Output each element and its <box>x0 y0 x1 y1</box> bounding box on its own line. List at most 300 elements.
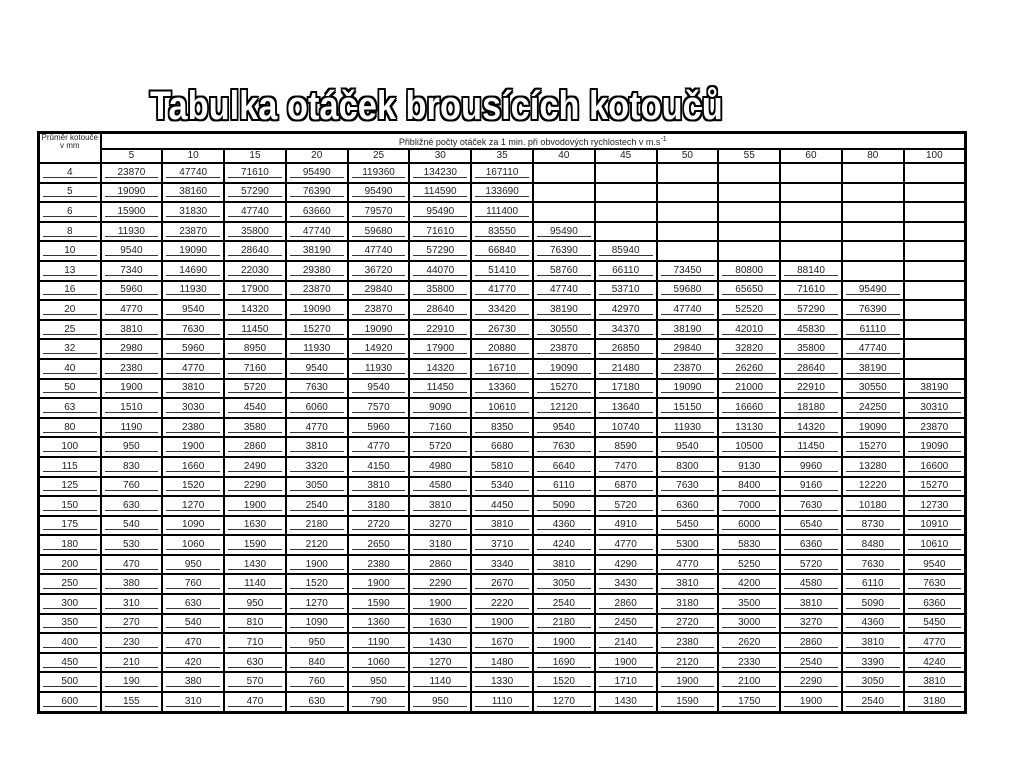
rpm-cell <box>224 300 286 320</box>
table-row <box>39 281 966 301</box>
diameter-cell <box>39 163 101 183</box>
rpm-value: 11930 <box>105 227 159 237</box>
rpm-value: 2860 <box>784 638 838 648</box>
rpm-value: 35800 <box>413 285 467 295</box>
diameter-cell <box>39 202 101 222</box>
rpm-cell <box>904 457 966 477</box>
rpm-value: 1520 <box>290 579 344 589</box>
rpm-value: 4240 <box>537 540 591 550</box>
rpm-cell <box>409 261 471 281</box>
rpm-cell <box>718 202 780 222</box>
rpm-cell <box>595 241 657 261</box>
rpm-value: 14320 <box>784 423 838 433</box>
rpm-value: 1900 <box>475 618 529 628</box>
speed-header-cell: 15 <box>224 149 286 163</box>
rpm-value: 7160 <box>228 364 282 374</box>
rpm-value: 8590 <box>599 442 653 452</box>
rpm-value: 38190 <box>290 246 344 256</box>
rpm-cell <box>842 496 904 516</box>
rpm-cell <box>409 594 471 614</box>
rpm-cell <box>286 379 348 399</box>
rpm-value: 2120 <box>661 658 715 668</box>
rpm-value: 5090 <box>537 501 591 511</box>
rpm-cell <box>533 614 595 634</box>
rpm-value: 83550 <box>475 227 529 237</box>
rpm-value: 17900 <box>413 344 467 354</box>
rpm-value: 6360 <box>784 540 838 550</box>
rpm-cell <box>842 477 904 497</box>
rpm-cell <box>162 653 224 673</box>
diameter-value: 180 <box>43 540 97 550</box>
rpm-cell <box>409 477 471 497</box>
rpm-cell <box>224 261 286 281</box>
rpm-cell <box>718 418 780 438</box>
rpm-value: 3180 <box>661 599 715 609</box>
speed-header-cell: 55 <box>718 149 780 163</box>
table-row <box>39 241 966 261</box>
speed-header-cell: 25 <box>348 149 410 163</box>
rpm-value: 3050 <box>846 677 900 687</box>
rpm-cell <box>101 477 163 497</box>
rpm-cell <box>101 672 163 692</box>
rpm-cell <box>286 672 348 692</box>
diameter-cell <box>39 653 101 673</box>
rpm-value: 1900 <box>228 501 282 511</box>
rpm-cell <box>348 320 410 340</box>
rpm-cell <box>348 281 410 301</box>
rpm-value: 3710 <box>475 540 529 550</box>
rpm-cell <box>162 300 224 320</box>
rpm-value: 3810 <box>290 442 344 452</box>
rpm-cell <box>471 437 533 457</box>
rpm-value: 133690 <box>475 187 529 197</box>
rpm-cell <box>162 535 224 555</box>
rpm-value: 1690 <box>537 658 591 668</box>
rpm-cell <box>595 496 657 516</box>
rpm-value: 6000 <box>722 520 776 530</box>
diameter-value: 80 <box>43 423 97 433</box>
rpm-value: 95490 <box>537 227 591 237</box>
rpm-value: 17180 <box>599 383 653 393</box>
rpm-value: 6680 <box>475 442 529 452</box>
rpm-cell <box>842 574 904 594</box>
rpm-value: 7630 <box>661 481 715 491</box>
rpm-cell <box>780 614 842 634</box>
rpm-value: 5250 <box>722 560 776 570</box>
rpm-value: 47740 <box>537 285 591 295</box>
rpm-cell <box>842 633 904 653</box>
rpm-cell <box>904 653 966 673</box>
rpm-value: 66110 <box>599 266 653 276</box>
rpm-value: 540 <box>105 520 159 530</box>
rpm-cell <box>533 653 595 673</box>
rpm-cell <box>101 320 163 340</box>
rpm-value: 1900 <box>599 658 653 668</box>
rpm-value: 9540 <box>661 442 715 452</box>
rpm-value: 34370 <box>599 325 653 335</box>
rpm-cell <box>718 672 780 692</box>
rpm-cell <box>286 418 348 438</box>
table-row <box>39 457 966 477</box>
rpm-cell <box>224 496 286 516</box>
rpm-value: 630 <box>290 697 344 707</box>
rpm-cell <box>780 672 842 692</box>
rpm-cell <box>595 437 657 457</box>
rpm-cell <box>224 202 286 222</box>
rpm-cell <box>718 359 780 379</box>
rpm-cell <box>286 477 348 497</box>
rpm-value: 95490 <box>846 285 900 295</box>
diameter-cell <box>39 614 101 634</box>
rpm-value: 42010 <box>722 325 776 335</box>
rpm-value: 65650 <box>722 285 776 295</box>
speed-group-header-unit-exponent: -1 <box>660 136 667 143</box>
rpm-cell <box>842 398 904 418</box>
rpm-cell <box>657 457 719 477</box>
rpm-cell <box>286 496 348 516</box>
rpm-cell <box>780 574 842 594</box>
rpm-cell <box>718 222 780 242</box>
rpm-cell <box>533 398 595 418</box>
diameter-value: 16 <box>43 285 97 295</box>
rpm-value: 6110 <box>537 481 591 491</box>
rpm-value: 3030 <box>166 403 220 413</box>
rpm-cell <box>286 692 348 712</box>
diameter-value: 25 <box>43 325 97 335</box>
rpm-value: 2140 <box>599 638 653 648</box>
rpm-cell <box>224 339 286 359</box>
rpm-value: 8400 <box>722 481 776 491</box>
diameter-value: 50 <box>43 383 97 393</box>
rpm-value: 3270 <box>784 618 838 628</box>
rpm-value: 76390 <box>846 305 900 315</box>
rpm-cell <box>780 594 842 614</box>
diameter-cell <box>39 320 101 340</box>
rpm-cell <box>657 281 719 301</box>
rpm-value: 2120 <box>290 540 344 550</box>
rpm-cell <box>842 653 904 673</box>
diameter-cell <box>39 692 101 712</box>
rpm-value: 4910 <box>599 520 653 530</box>
rpm-value: 9130 <box>722 462 776 472</box>
rpm-cell <box>409 653 471 673</box>
rpm-cell <box>718 574 780 594</box>
rpm-cell <box>842 614 904 634</box>
diameter-value: 200 <box>43 560 97 570</box>
rpm-value: 1090 <box>290 618 344 628</box>
rpm-value: 950 <box>290 638 344 648</box>
rpm-cell <box>842 320 904 340</box>
rpm-cell <box>101 300 163 320</box>
rpm-value: 5960 <box>352 423 406 433</box>
rpm-cell <box>718 555 780 575</box>
rpm-value: 3050 <box>290 481 344 491</box>
rpm-cell <box>471 261 533 281</box>
rpm-cell <box>904 359 966 379</box>
rpm-value: 76390 <box>537 246 591 256</box>
rpm-value: 2180 <box>537 618 591 628</box>
rpm-value: 9160 <box>784 481 838 491</box>
rpm-value: 4770 <box>352 442 406 452</box>
rpm-cell <box>904 477 966 497</box>
rpm-cell <box>657 574 719 594</box>
rpm-cell <box>471 359 533 379</box>
rpm-value: 71610 <box>784 285 838 295</box>
rpm-value: 51410 <box>475 266 529 276</box>
rpm-cell <box>595 555 657 575</box>
rpm-cell <box>904 594 966 614</box>
rpm-cell <box>718 281 780 301</box>
rpm-cell <box>904 261 966 281</box>
rpm-value: 29840 <box>661 344 715 354</box>
rpm-value: 2860 <box>228 442 282 452</box>
rpm-cell <box>471 653 533 673</box>
rpm-cell <box>471 320 533 340</box>
speed-header-cell: 50 <box>657 149 719 163</box>
rpm-value: 5810 <box>475 462 529 472</box>
rpm-value: 4540 <box>228 403 282 413</box>
rpm-cell <box>595 359 657 379</box>
rpm-cell <box>657 418 719 438</box>
rpm-cell <box>904 496 966 516</box>
rpm-cell <box>904 692 966 712</box>
rpm-cell <box>904 398 966 418</box>
rpm-value: 29380 <box>290 266 344 276</box>
speed-header-row <box>39 149 966 163</box>
rpm-value: 59680 <box>661 285 715 295</box>
rpm-value: 3180 <box>352 501 406 511</box>
rpm-value: 5340 <box>475 481 529 491</box>
rpm-value: 1430 <box>599 697 653 707</box>
rpm-value: 14690 <box>166 266 220 276</box>
rpm-value: 41770 <box>475 285 529 295</box>
rpm-cell <box>162 163 224 183</box>
rpm-cell <box>286 574 348 594</box>
rpm-value: 61110 <box>846 325 900 335</box>
rpm-cell <box>533 339 595 359</box>
diameter-value: 115 <box>43 462 97 472</box>
diameter-cell <box>39 594 101 614</box>
rpm-value: 7160 <box>413 423 467 433</box>
rpm-value: 47740 <box>352 246 406 256</box>
rpm-value: 5960 <box>105 285 159 295</box>
rpm-cell <box>780 281 842 301</box>
rpm-value: 1900 <box>166 442 220 452</box>
rpm-value: 270 <box>105 618 159 628</box>
rpm-cell <box>162 418 224 438</box>
rpm-value: 5830 <box>722 540 776 550</box>
rpm-value: 1360 <box>352 618 406 628</box>
rpm-cell <box>224 516 286 536</box>
rpm-value: 7630 <box>784 501 838 511</box>
rpm-value: 470 <box>105 560 159 570</box>
rpm-value: 3180 <box>908 697 961 707</box>
rpm-value: 2380 <box>105 364 159 374</box>
rpm-value: 19090 <box>537 364 591 374</box>
rpm-cell <box>101 418 163 438</box>
rpm-value: 3810 <box>105 325 159 335</box>
rpm-cell <box>533 477 595 497</box>
rpm-value: 210 <box>105 658 159 668</box>
rpm-value: 47740 <box>661 305 715 315</box>
rpm-cell <box>162 339 224 359</box>
rpm-value: 12220 <box>846 481 900 491</box>
rpm-value: 1630 <box>413 618 467 628</box>
diameter-cell <box>39 261 101 281</box>
rpm-value: 3810 <box>475 520 529 530</box>
rpm-cell <box>533 555 595 575</box>
rpm-value: 28640 <box>784 364 838 374</box>
rpm-cell <box>780 555 842 575</box>
table-row <box>39 320 966 340</box>
rpm-value: 57290 <box>228 187 282 197</box>
rpm-cell <box>101 202 163 222</box>
rpm-cell <box>718 496 780 516</box>
rpm-cell <box>348 300 410 320</box>
rpm-cell <box>471 222 533 242</box>
rpm-cell <box>162 222 224 242</box>
rpm-cell <box>101 633 163 653</box>
rpm-cell <box>842 672 904 692</box>
rpm-cell <box>162 555 224 575</box>
rpm-cell <box>842 281 904 301</box>
rpm-value: 380 <box>166 677 220 687</box>
rpm-cell <box>718 594 780 614</box>
rpm-value: 9090 <box>413 403 467 413</box>
rpm-cell <box>101 261 163 281</box>
rpm-value: 59680 <box>352 227 406 237</box>
rpm-value: 5300 <box>661 540 715 550</box>
rpm-value: 19090 <box>105 187 159 197</box>
rpm-value: 6060 <box>290 403 344 413</box>
rpm-cell <box>101 339 163 359</box>
rpm-cell <box>101 574 163 594</box>
rpm-value: 71610 <box>228 168 282 178</box>
rpm-value: 950 <box>166 560 220 570</box>
rpm-value: 15270 <box>290 325 344 335</box>
rpm-cell <box>595 535 657 555</box>
rpm-cell <box>409 163 471 183</box>
rpm-cell <box>471 241 533 261</box>
rpm-cell <box>904 516 966 536</box>
rpm-cell <box>101 359 163 379</box>
rpm-cell <box>657 496 719 516</box>
rpm-value: 810 <box>228 618 282 628</box>
rpm-cell <box>718 437 780 457</box>
table-row <box>39 672 966 692</box>
rpm-value: 9540 <box>352 383 406 393</box>
rpm-cell <box>842 555 904 575</box>
rpm-value: 2860 <box>413 560 467 570</box>
rpm-value: 1900 <box>413 599 467 609</box>
rpm-value: 11930 <box>661 423 715 433</box>
rpm-value: 2100 <box>722 677 776 687</box>
rpm-value: 10740 <box>599 423 653 433</box>
rpm-cell <box>904 418 966 438</box>
rpm-value: 710 <box>228 638 282 648</box>
diameter-cell <box>39 574 101 594</box>
rpm-value: 760 <box>290 677 344 687</box>
rpm-value: 4580 <box>784 579 838 589</box>
rpm-cell <box>286 555 348 575</box>
rpm-cell <box>286 633 348 653</box>
rpm-value: 4360 <box>846 618 900 628</box>
rpm-value: 16660 <box>722 403 776 413</box>
rpm-value: 1270 <box>537 697 591 707</box>
rpm-cell <box>471 418 533 438</box>
rpm-value: 1430 <box>228 560 282 570</box>
rpm-cell <box>409 222 471 242</box>
rpm-value: 310 <box>105 599 159 609</box>
rpm-cell <box>471 594 533 614</box>
rpm-value: 167110 <box>475 168 529 178</box>
rpm-value: 95490 <box>290 168 344 178</box>
rpm-cell <box>471 183 533 203</box>
rpm-cell <box>409 339 471 359</box>
rpm-cell <box>657 202 719 222</box>
rpm-value: 3000 <box>722 618 776 628</box>
rpm-cell <box>595 183 657 203</box>
rpm-value: 6110 <box>846 579 900 589</box>
rpm-cell <box>409 574 471 594</box>
rpm-cell <box>718 379 780 399</box>
rpm-cell <box>162 633 224 653</box>
rpm-cell <box>595 633 657 653</box>
rpm-cell <box>533 574 595 594</box>
rpm-cell <box>780 653 842 673</box>
rpm-cell <box>286 222 348 242</box>
speed-header-cell: 100 <box>904 149 966 163</box>
rpm-cell <box>409 281 471 301</box>
rpm-value: 7630 <box>537 442 591 452</box>
table-row <box>39 496 966 516</box>
rpm-value: 2540 <box>784 658 838 668</box>
rpm-cell <box>409 535 471 555</box>
rpm-cell <box>224 535 286 555</box>
rpm-cell <box>286 437 348 457</box>
rpm-cell <box>842 183 904 203</box>
rpm-value: 2290 <box>413 579 467 589</box>
rpm-cell <box>657 241 719 261</box>
table-row <box>39 614 966 634</box>
rpm-cell <box>904 339 966 359</box>
rpm-value: 3580 <box>228 423 282 433</box>
rpm-cell <box>471 633 533 653</box>
rpm-value: 2980 <box>105 344 159 354</box>
rpm-value: 5720 <box>228 383 282 393</box>
rpm-cell <box>224 555 286 575</box>
rpm-cell <box>348 379 410 399</box>
diameter-cell <box>39 359 101 379</box>
rpm-value: 1590 <box>352 599 406 609</box>
rpm-value: 2540 <box>846 697 900 707</box>
rpm-cell <box>286 516 348 536</box>
rpm-cell <box>780 633 842 653</box>
speed-header-cell: 60 <box>780 149 842 163</box>
rpm-value: 190 <box>105 677 159 687</box>
rpm-cell <box>471 339 533 359</box>
rpm-cell <box>533 535 595 555</box>
diameter-value: 10 <box>43 246 97 256</box>
rpm-cell <box>286 594 348 614</box>
rpm-cell <box>842 202 904 222</box>
rpm-cell <box>101 496 163 516</box>
rpm-value: 1900 <box>784 697 838 707</box>
rpm-cell <box>904 633 966 653</box>
diameter-value: 175 <box>43 520 97 530</box>
rpm-cell <box>224 359 286 379</box>
rpm-value: 3500 <box>722 599 776 609</box>
